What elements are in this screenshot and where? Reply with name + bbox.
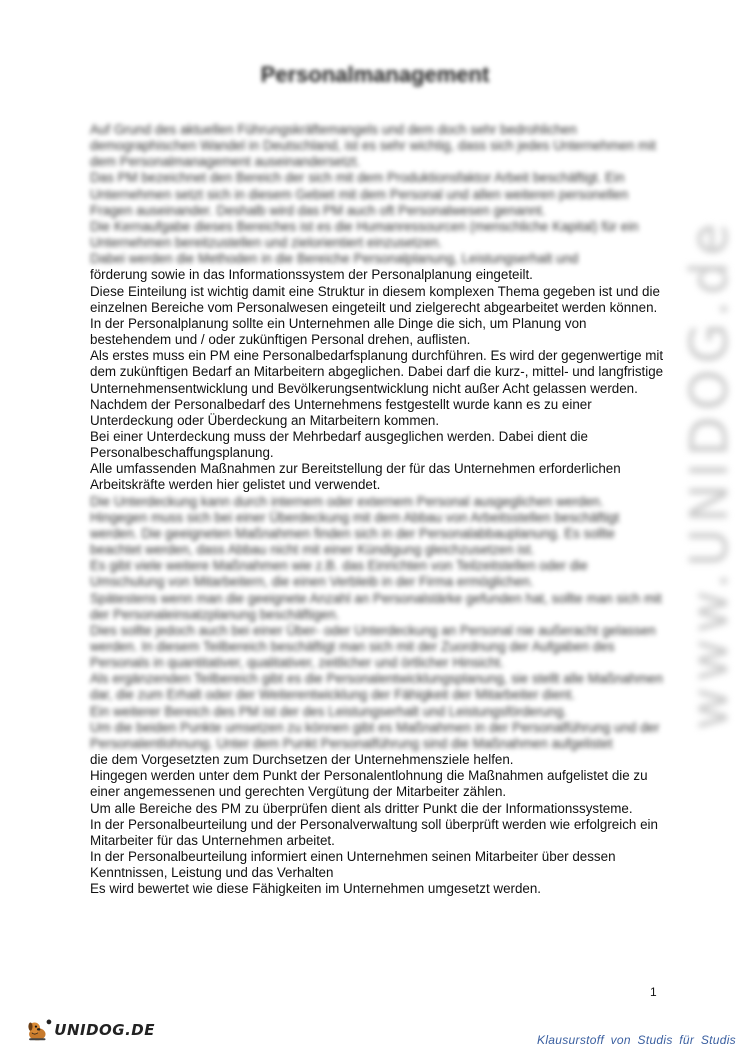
paragraph: Das PM bezeichnet den Bereich der sich mit dem Produktionsfaktor Arbeit beschäftigt. Ein Unternehmen setzt sich in diesem Gebiet mit dem Personal und allen weiteren personellen Fragen auseinander. Deshalb wird das PM auch oft Personalwesen genannt. [90, 170, 629, 218]
paragraph: Ein weiterer Bereich des PM ist der des Leistungserhalt und Leistungsförderung. [90, 703, 568, 719]
paragraph: Die Unterdeckung kann durch internem oder externem Personal ausgeglichen werden. [90, 493, 604, 509]
page-number: 1 [650, 985, 657, 999]
logo-text: UNIDOG.DE [54, 1021, 155, 1039]
paragraph: Hingegen muss sich bei einer Überdeckung mit dem Abbau von Arbeitsstellen beschäftigt werden. Die geeigneten Maßnahmen finden sich in der Personalabbauplanung. Es sollte beachtet werden, dass Abbau nicht mit einer Kündigung gleichzusetzen ist. [90, 509, 620, 558]
paragraph: Um alle Bereiche des PM zu überprüfen dient als dritter Punkt die der Informationssysteme. [90, 800, 633, 816]
paragraph: Um die beiden Punkte umsetzen zu können gibt es Maßnahmen in der Personalführung und der Personalentlohnung. Unter dem Punkt Personalführung sind die Maßnahmen aufgelistet [90, 719, 660, 751]
paragraph: Bei einer Unterdeckung muss der Mehrbedarf ausgeglichen werden. Dabei dient die Personalbeschaffungsplanung. [90, 428, 588, 461]
paragraph: die dem Vorgesetzten zum Durchsetzen der Unternehmensziele helfen. [90, 752, 514, 768]
paragraph: Dabei werden die Methoden in die Bereiche Personalplanung, Leistungserhalt und [90, 251, 579, 267]
paragraph: förderung sowie in das Informationssystem der Personalplanung eingeteilt. [90, 267, 533, 283]
paragraph: In der Personalbeurteilung und der Personalverwaltung soll überprüft werden wie erfolgreich ein Mitarbeiter für das Unternehmen arbeitet. [90, 816, 658, 848]
paragraph: Die Kernaufgabe dieses Bereiches ist es die Humanressourcen (menschliche Kapital) für ein Unternehmen bereitzustellen und zielorientiert einzusetzen. [90, 218, 639, 251]
paragraph: Dies sollte jedoch auch bei einer Über- oder Unterdeckung an Personal nie außeracht gelassen werden. In diesem Teilbereich beschäftigt man sich mit der Zuordnung der Aufgaben des Personals in quantitativer, qualitativer, zeitlicher und örtlicher Hinsicht. [90, 622, 656, 671]
paragraph: Als ergänzenden Teilbereich gibt es die Personalentwicklungsplanung, sie stellt alle Maßnahmen dar, die zum Erhalt oder der Weiterentwicklung der Fähigkeit der Mitarbeiter dient. [90, 671, 663, 703]
paragraph: Spätestens wenn man die geeignete Anzahl an Personalstärke gefunden hat, sollte man sich mit der Personaleinsatzplanung beschäftigen. [90, 590, 662, 622]
paragraph: Auf Grund des aktuellen Führungskräftemangels und dem doch sehr bedrohlichen demographischen Wandel in Deutschland, ist es sehr wichtig, dass sich jedes Unternehmen mit dem Personalmanagement auseinandersetzt. [90, 122, 656, 170]
paragraph: In der Personalbeurteilung informiert einen Unternehmen seinen Mitarbeiter über dessen Kenntnissen, Leistung und das Verhalten [90, 849, 616, 881]
unidog-logo[interactable] [25, 1010, 155, 1050]
paragraph: Hingegen werden unter dem Punkt der Personalentlohnung die Maßnahmen aufgelistet die zu einer angemessenen und gerechten Vergütung der Mitarbeiter zählen. [90, 768, 648, 800]
paragraph: Alle umfassenden Maßnahmen zur Bereitstellung der für das Unternehmen erforderlichen Arbeitskräfte werden hier gelistet und verwendet. [90, 461, 621, 493]
document-body [90, 122, 665, 898]
paragraph: Diese Einteilung ist wichtig damit eine Struktur in diesem komplexen Thema gegeben ist und die einzelnen Bereiche vom Personalwesen eingeteilt und zielgerecht abgearbeitet werden können. [90, 283, 660, 315]
watermark: www.UNIDOG.de [680, 217, 740, 730]
footer-slogan: Klausurstoff von Studis für Studis [537, 1033, 736, 1047]
paragraph: Es wird bewertet wie diese Fähigkeiten im Unternehmen umgesetzt werden. [90, 881, 542, 897]
paragraph: Nachdem der Personalbedarf des Unternehmens festgestellt wurde kann es zu einer Unterdeckung oder Überdeckung an Mitarbeitern kommen. [90, 396, 592, 428]
paw-icon: ● [45, 1016, 53, 1028]
paragraph: In der Personalplanung sollte ein Unternehmen alle Dinge die sich, um Planung von bestehendem und / oder zukünftigen Personal drehen, auflisten. [90, 315, 587, 348]
paragraph: Als erstes muss ein PM eine Personalbedarfsplanung durchführen. Es wird der gegenwertige mit dem zukünftigen Bedarf an Mitarbeitern abgeglichen. Dabei darf die kurz-, mittel- und langfristige Unternehmensentwicklung und Bevölkerungsentwicklung nicht außer Acht gelassen werden. [90, 348, 664, 396]
paragraph: Es gibt viele weitere Maßnahmen wie z.B. das Einrichten von Teilzeitstellen oder die Umschulung von Mitarbeitern, die einen Verbleib in der Firma ermöglichen. [90, 558, 588, 590]
document-title: Personalmanagement [260, 62, 490, 87]
